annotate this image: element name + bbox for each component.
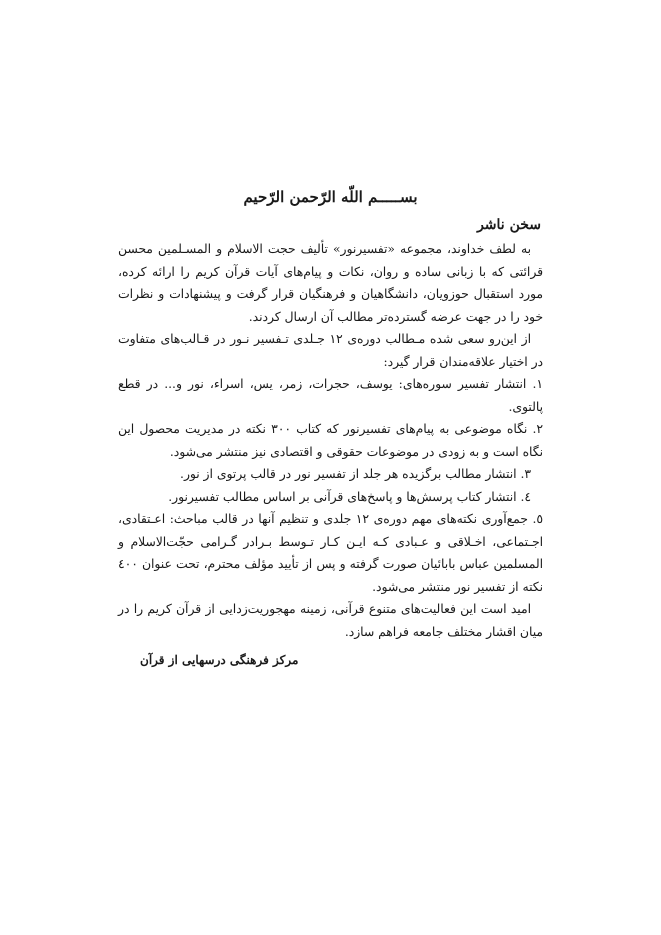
closing-paragraph: امید است این فعالیت‌های متنوع قرآنی، زمینه مهجوریت‌زدایی از قرآن کریم را در میان اقشار مختلف جامعه فراهم سازد. [118,602,543,639]
publisher-signature: مرکز فرهنگی درسهایی از قرآن [140,653,299,667]
basmala-heading: بســـــم اللّه الرّحمن الرّحیم [243,188,418,206]
list-item-5: ٥. جمع‌آوری نکته‌های مهم دوره‌ی ۱۲ جلدی و تنظیم آنها در قالب مباحث: اعـتقادی، اجـتماعی، اخـلاقی و عـبادی کـه ایـن کـار تـوسط بـرادر گـرامی حجّت‌الاسلام و المسلمین عباس بابائیان صورت گرفته و پس از تأیید مؤلف محترم، تحت عنوان ٤۰۰ نکته از تفسیر نور منتشر می‌شود. [118,512,543,594]
section-title: سخن ناشر [477,217,541,233]
list-item-1: ۱. انتشار تفسیر سوره‌های: یوسف، حجرات، زمر، یس، اسراء، نور و... در قطع پالتوی. [118,377,543,414]
publisher-note-page [118,186,543,671]
list-item-2: ۲. نگاه موضوعی به پیام‌های تفسیرنور که کتاب ۳۰۰ نکته در مدیریت محصول این نگاه است و به زودی در موضوعات حقوقی و اقتصادی نیز منتشر می‌شود. [118,422,543,459]
intro-paragraph: به لطف خداوند، مجموعه «تفسیرنور» تألیف حجت الاسلام و المسـلمین محسن قرائتی که با زبانی ساده و روان، نکات و پیام‌های آیات قرآن کریم را ارائه کرده، مورد استقبال حوزویان، دانشگاهیان و فرهنگیان قرار گرفت و پیشنهادات و نظرات خود را در جهت عرضه گسترده‌تر مطالب آن ارسال کردند. [118,242,543,324]
list-item-3: ۳. انتشار مطالب برگزیده هر جلد از تفسیر نور در قالب پرتوی از نور. [180,467,531,481]
plan-paragraph: از این‌رو سعی شده مـطالب دوره‌ی ۱۲ جـلدی تـفسیر نـور در قـالب‌های متفاوت در اختیار علاقه‌مندان قرار گیرد: [118,332,543,369]
list-item-4: ٤. انتشار کتاب پرسش‌ها و پاسخ‌های قرآنی بر اساس مطالب تفسیرنور. [168,489,531,504]
